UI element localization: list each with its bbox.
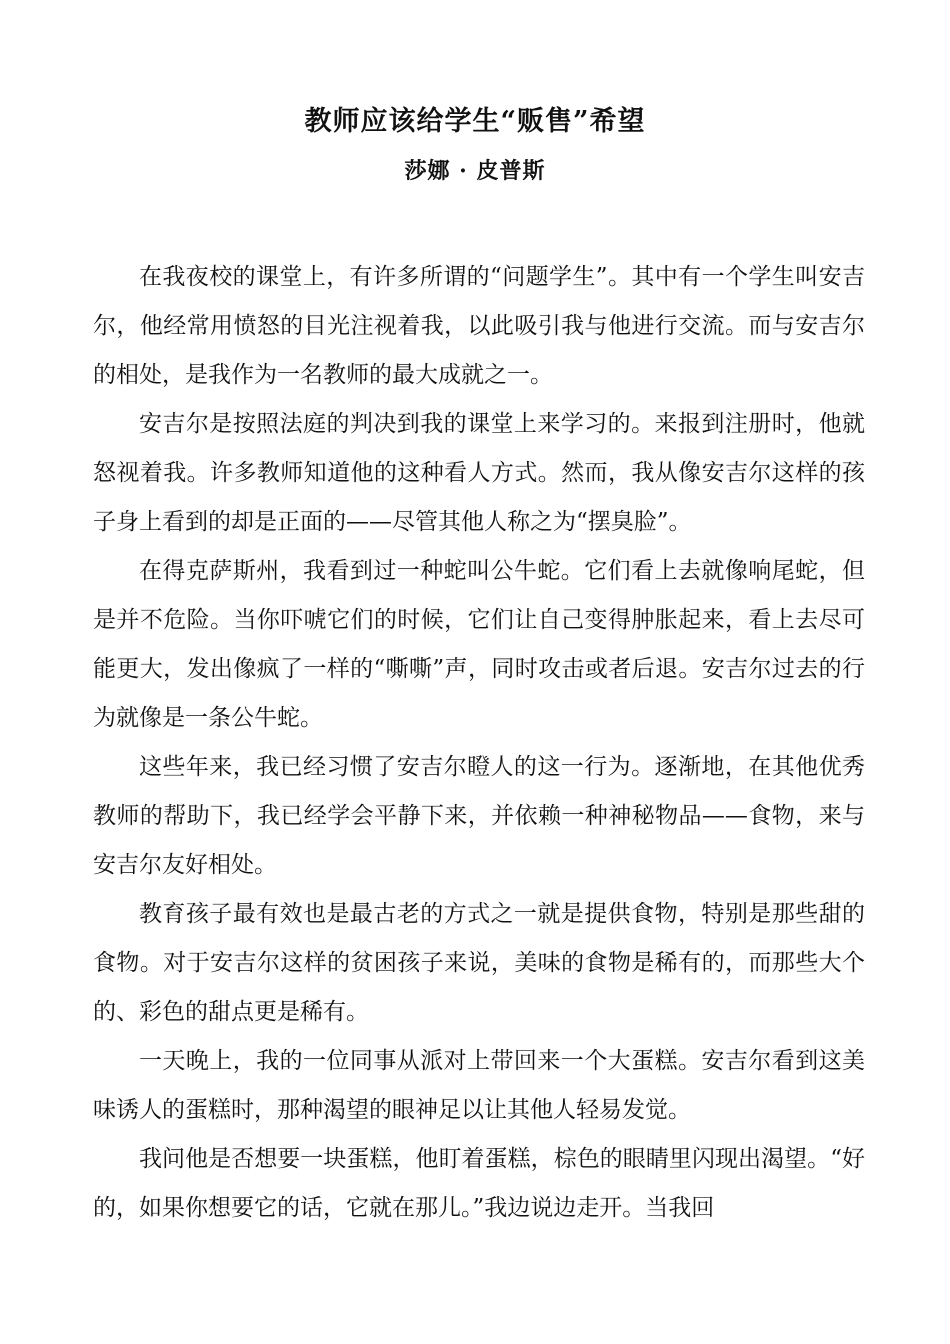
document-author: 莎娜 · 皮普斯 [404,158,546,184]
paragraph: 教育孩子最有效也是最古老的方式之一就是提供食物，特别是那些甜的食物。对于安吉尔这样的贫困孩子来说，美味的食物是稀有的，而那些大个的、彩色的甜点更是稀有。 [93,901,865,1025]
paragraph: 这些年来，我已经习惯了安吉尔瞪人的这一行为。逐渐地，在其他优秀教师的帮助下，我已经学会平静下来，并依赖一种神秘物品——食物，来与安吉尔友好相处。 [93,754,865,878]
paragraph: 在我夜校的课堂上，有许多所谓的“问题学生”。其中有一个学生叫安吉尔，他经常用愤怒的目光注视着我，以此吸引我与他进行交流。而与安吉尔的相处，是我作为一名教师的最大成就之一。 [93,264,865,388]
paragraph: 一天晚上，我的一位同事从派对上带回来一个大蛋糕。安吉尔看到这美味诱人的蛋糕时，那种渴望的眼神足以让其他人轻易发觉。 [93,1048,865,1123]
paragraph: 在得克萨斯州，我看到过一种蛇叫公牛蛇。它们看上去就像响尾蛇，但是并不危险。当你吓唬它们的时候，它们让自己变得肿胀起来，看上去尽可能更大，发出像疯了一样的“嘶嘶”声，同时攻击或者后退。安吉尔过去的行为就像是一条公牛蛇。 [93,558,865,731]
document-title: 教师应该给学生“贩售”希望 [304,106,646,137]
paragraph: 安吉尔是按照法庭的判决到我的课堂上来学习的。来报到注册时，他就怒视着我。许多教师知道他的这种看人方式。然而，我从像安吉尔这样的孩子身上看到的却是正面的——尽管其他人称之为“摆臭脸”。 [93,411,865,535]
document-body [93,253,865,1233]
paragraph: 我问他是否想要一块蛋糕，他盯着蛋糕，棕色的眼睛里闪现出渴望。“好的，如果你想要它的话，它就在那儿。”我边说边走开。当我回 [93,1146,865,1221]
